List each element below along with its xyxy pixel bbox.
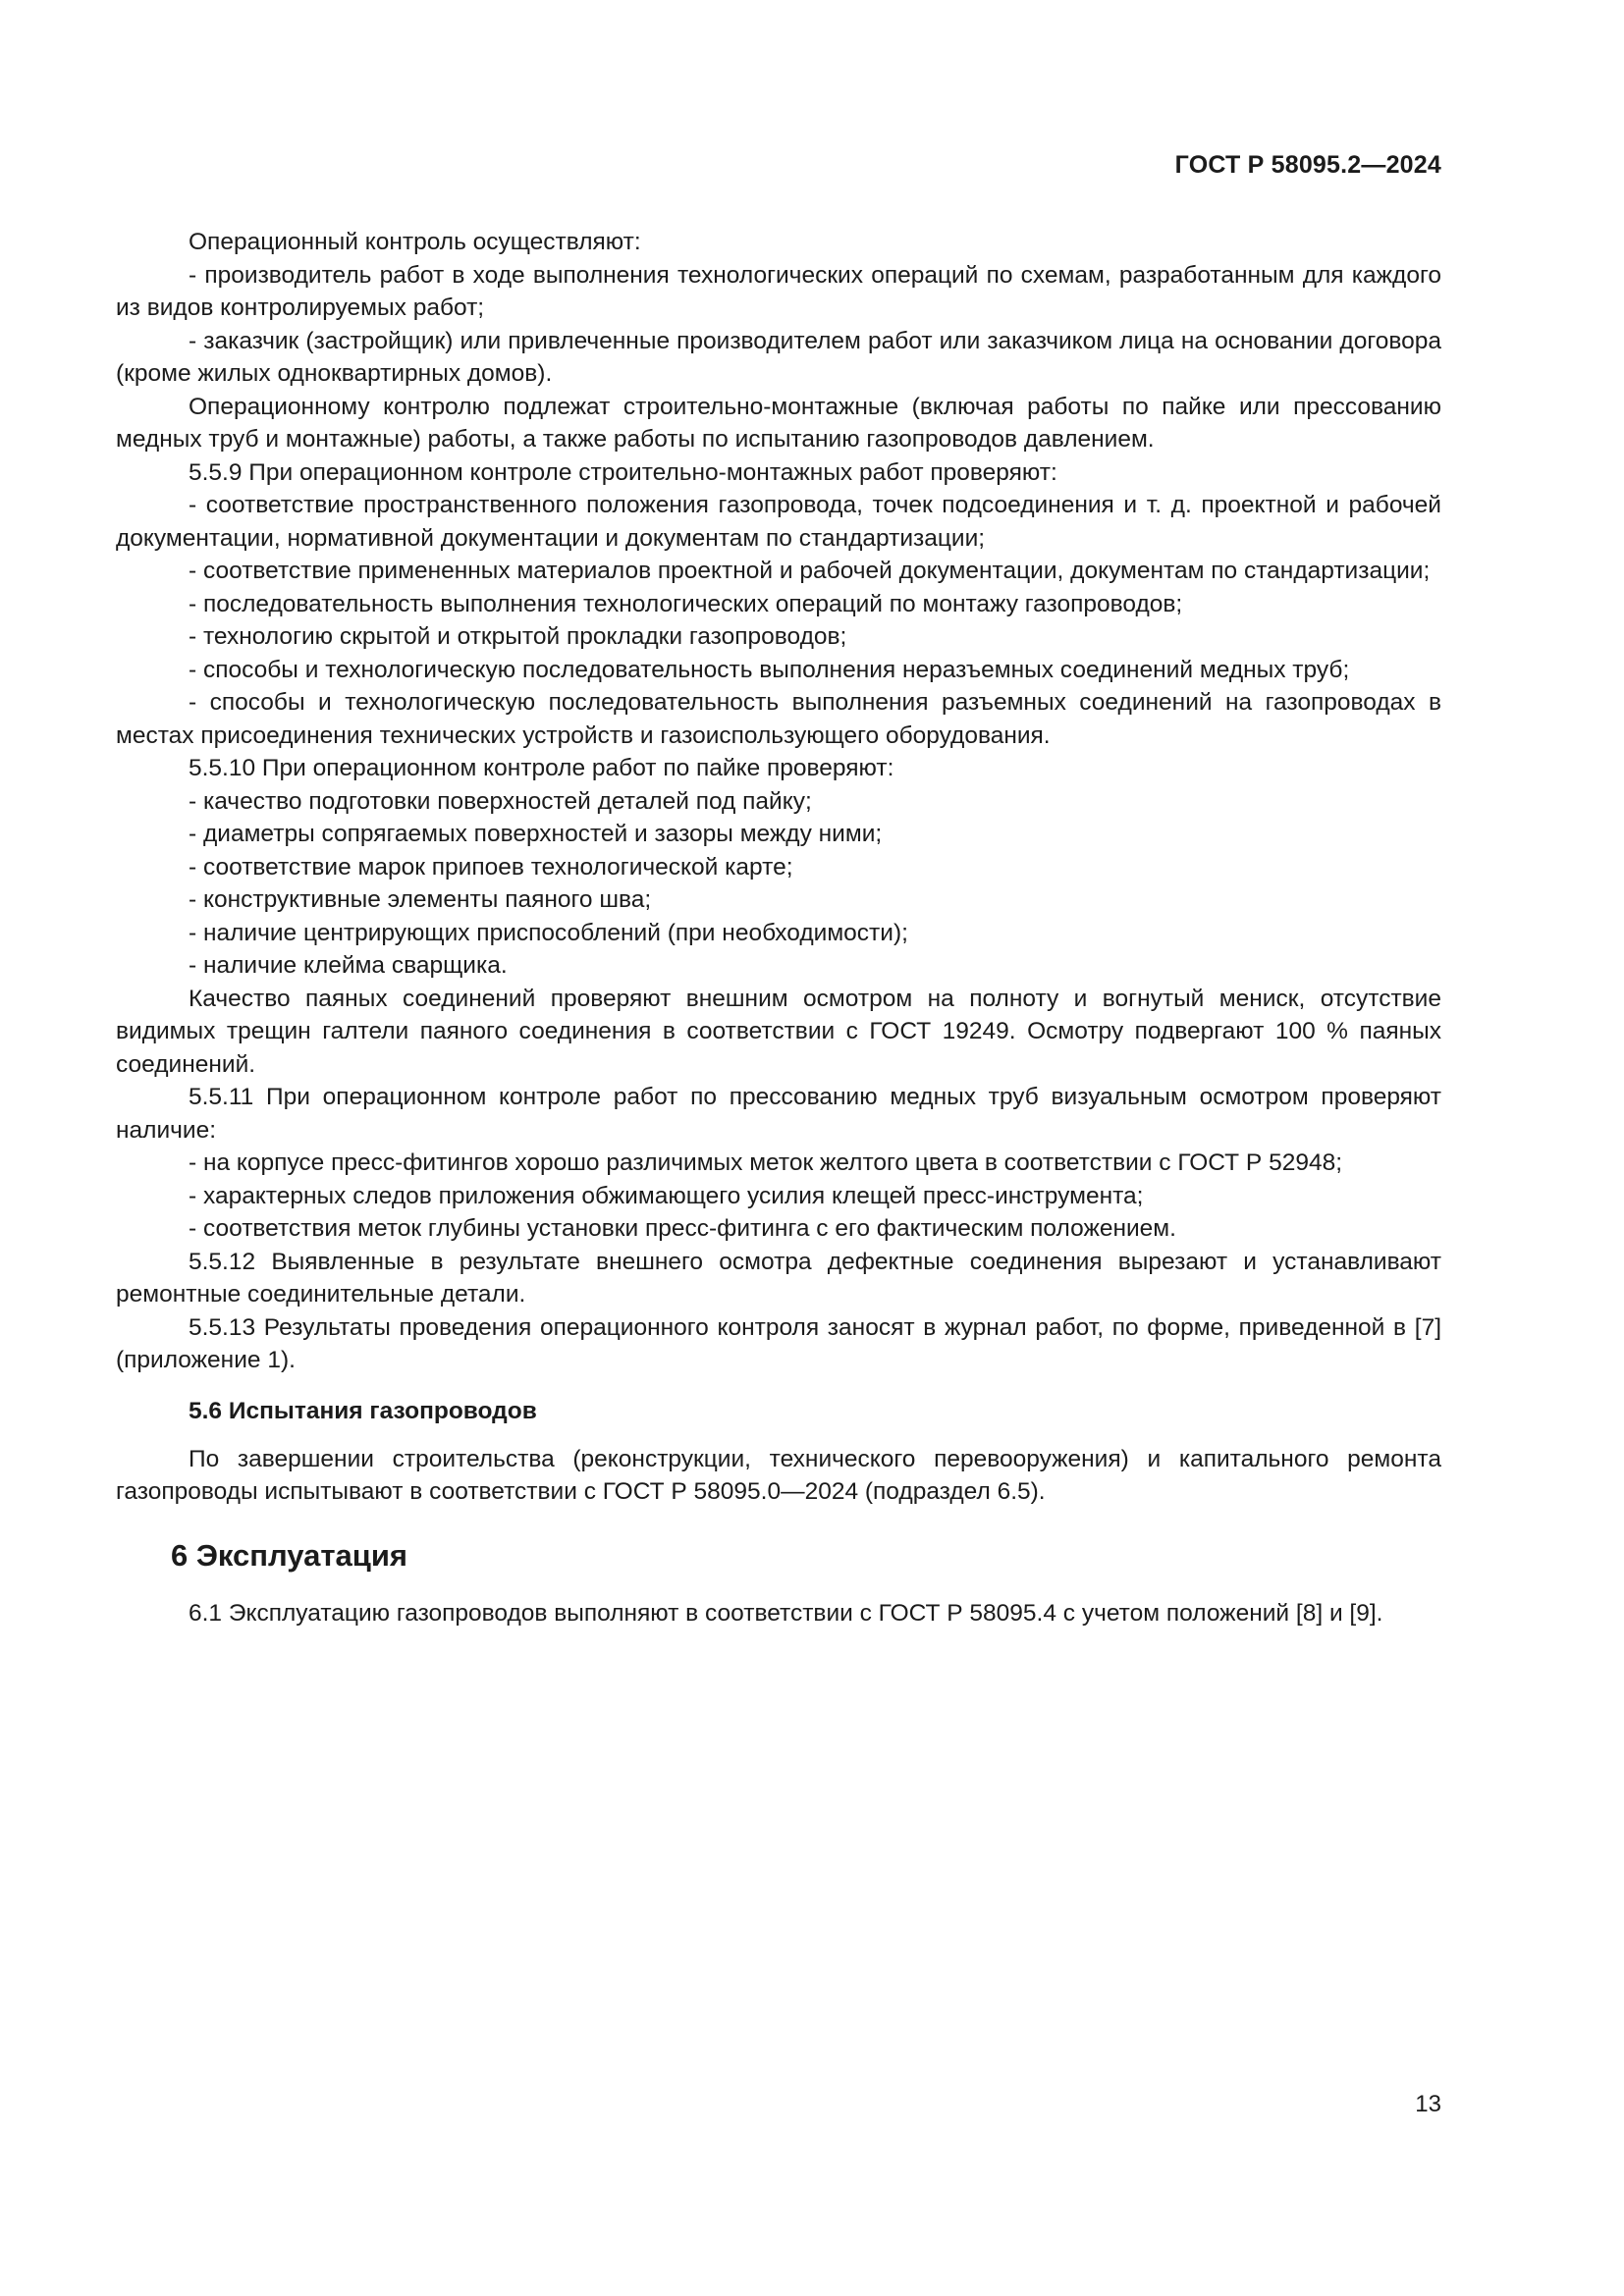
- section-5-6-title: 5.6 Испытания газопроводов: [189, 1397, 537, 1424]
- list-item: - соответствия меток глубины установки пресс-фитинга с его фактическим положением.: [189, 1215, 1176, 1242]
- document-header: ГОСТ Р 58095.2—2024: [1174, 151, 1441, 179]
- list-item: - последовательность выполнения технологических операций по монтажу газопроводов;: [189, 590, 1183, 617]
- clause-5-5-12: 5.5.12 Выявленные в результате внешнего осмотра дефектные соединения вырезают и устанавливают ремонтные соединительные детали.: [116, 1248, 1441, 1308]
- list-item: - производитель работ в ходе выполнения технологических операций по схемам, разработанным для каждого из видов контролируемых работ;: [116, 261, 1441, 321]
- list-item: - характерных следов приложения обжимающего усилия клещей пресс-инструмента;: [189, 1182, 1144, 1209]
- page-number: 13: [1415, 2091, 1441, 2117]
- paragraph: Операционному контролю подлежат строительно-монтажные (включая работы по пайке или прессованию медных труб и монтажные) работы, а также работы по испытанию газопроводов давлением.: [116, 393, 1441, 453]
- section-5-6-text: По завершении строительства (реконструкции, технического перевооружения) и капитального ремонта газопроводы испытывают в соответствии с ГОСТ Р 58095.0—2024 (подраздел 6.5).: [116, 1445, 1441, 1505]
- clause-5-5-10: 5.5.10 При операционном контроле работ по пайке проверяют:: [189, 755, 894, 781]
- list-item: - на корпусе пресс-фитингов хорошо различимых меток желтого цвета в соответствии с ГОСТ Р 52948;: [189, 1149, 1343, 1176]
- list-item: - качество подготовки поверхностей деталей под пайку;: [189, 787, 812, 815]
- paragraph: Качество паяных соединений проверяют внешним осмотром на полноту и вогнутый мениск, отсутствие видимых трещин галтели паяного соединения в соответствии с ГОСТ 19249. Осмотру подвергают 100 % паяных соединений.: [116, 985, 1441, 1078]
- list-item: - наличие клейма сварщика.: [189, 952, 508, 979]
- clause-5-5-13: 5.5.13 Результаты проведения операционного контроля заносят в журнал работ, по форме, приведенной в [7] (приложение 1).: [116, 1313, 1441, 1373]
- list-item: - соответствие пространственного положения газопровода, точек подсоединения и т. д. проектной и рабочей документации, нормативной документации и документам по стандартизации;: [116, 492, 1441, 552]
- document-body: [116, 226, 1441, 1629]
- clause-5-5-11: 5.5.11 При операционном контроле работ по прессованию медных труб визуальным осмотром проверяют наличие:: [116, 1084, 1441, 1144]
- chapter-6-title: 6 Эксплуатация: [171, 1537, 407, 1573]
- list-item: - способы и технологическую последовательность выполнения разъемных соединений на газопроводах в местах присоединения технических устройств и газоиспользующего оборудования.: [116, 689, 1441, 749]
- list-item: - заказчик (застройщик) или привлеченные производителем работ или заказчиком лица на основании договора (кроме жилых одноквартирных домов).: [116, 327, 1441, 387]
- list-item: - наличие центрирующих приспособлений (при необходимости);: [189, 919, 908, 946]
- list-item: - соответствие марок припоев технологической карте;: [189, 853, 793, 881]
- list-item: - конструктивные элементы паяного шва;: [189, 886, 652, 913]
- clause-6-1: 6.1 Эксплуатацию газопроводов выполняют в соответствии с ГОСТ Р 58095.4 с учетом положений [8] и [9].: [189, 1599, 1383, 1627]
- list-item: - диаметры сопрягаемых поверхностей и зазоры между ними;: [189, 821, 883, 847]
- list-item: - соответствие примененных материалов проектной и рабочей документации, документам по стандартизации;: [189, 558, 1431, 584]
- paragraph: Операционный контроль осуществляют:: [189, 229, 641, 255]
- list-item: - технологию скрытой и открытой прокладки газопроводов;: [189, 623, 847, 650]
- list-item: - способы и технологическую последовательность выполнения неразъемных соединений медных труб;: [189, 656, 1350, 683]
- clause-5-5-9: 5.5.9 При операционном контроле строительно-монтажных работ проверяют:: [189, 458, 1057, 486]
